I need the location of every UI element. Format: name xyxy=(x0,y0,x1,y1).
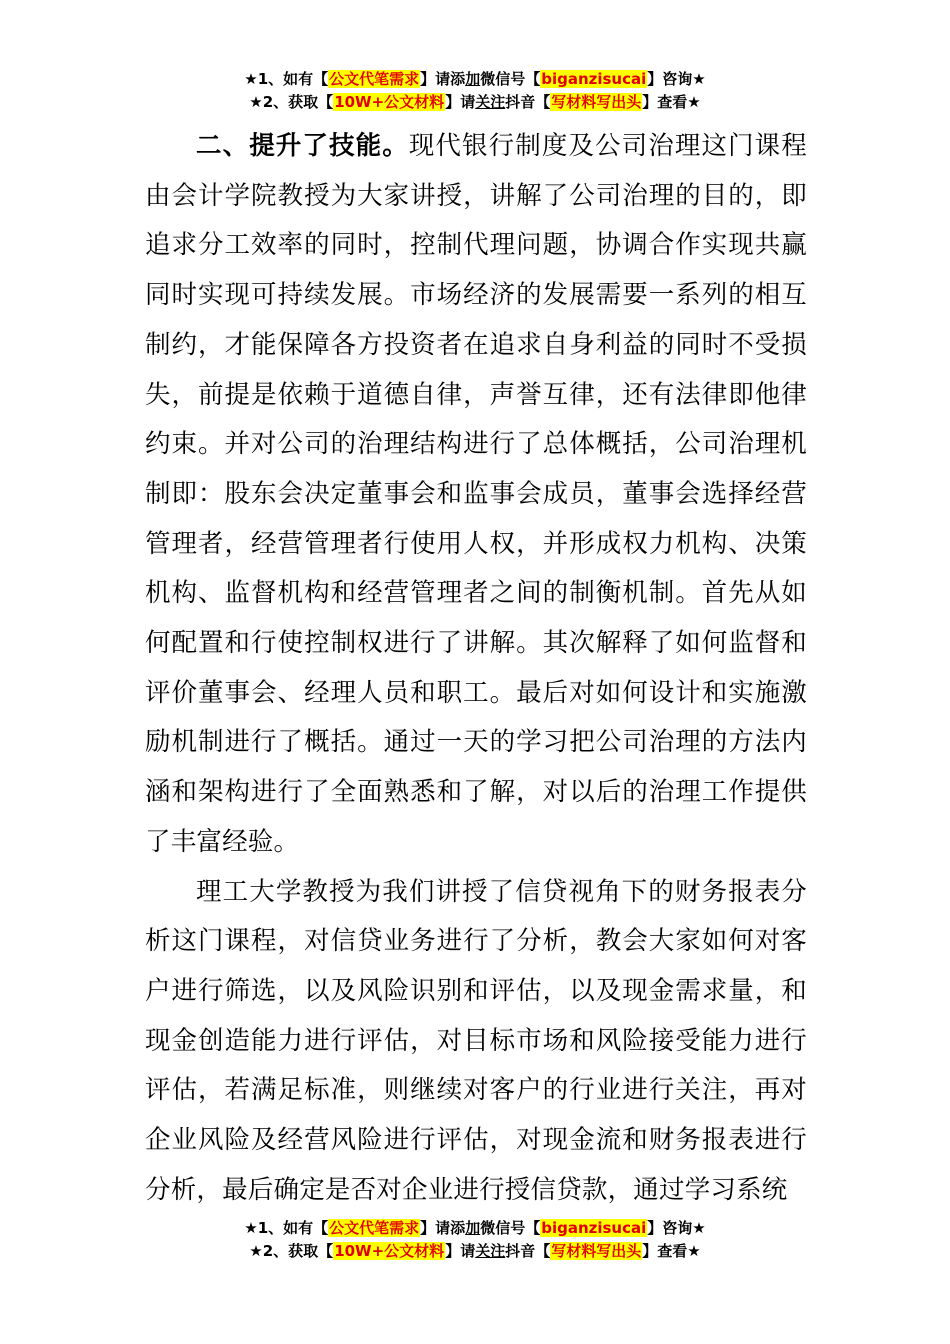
promo-banner-top xyxy=(0,68,950,114)
document-body xyxy=(145,122,807,1215)
promo-text: 微信号【 xyxy=(480,1219,541,1237)
promo-text: 抖音【 xyxy=(505,93,551,111)
promo-line-2 xyxy=(0,91,950,114)
promo-banner-bottom xyxy=(0,1217,950,1263)
promo-underlined-text: 加 xyxy=(465,70,481,88)
promo-text: 微信号【 xyxy=(480,70,541,88)
promo-text: 】请添 xyxy=(420,70,466,88)
section-heading: 二、提升了技能。 xyxy=(196,131,409,161)
promo-text: ★1、如有【 xyxy=(244,1219,329,1237)
paragraph-text: 现代银行制度及公司治理这门课程由会计学院教授为大家讲授，讲解了公司治理的目的，即追求分工效率的同时，控制代理问题，协调合作实现共赢同时实现可持续发展。市场经济的发展需要一系列的相互制约，才能保障各方投资者在追求自身利益的同时不受损失，前提是依赖于道德自律，声誉互律，还有法律即他律约束。并对公司的治理结构进行了总体概括，公司治理机制即：股东会决定董事会和监事会成员，董事会选择经营管理者，经营管理者行使用人权，并形成权力机构、决策机构、监督机构和经营管理者之间的制衡机制。首先从如何配置和行使控制权进行了讲解。其次解释了如何监督和评价董事会、经理人员和职工。最后对如何设计和实施激励机制进行了概括。通过一天的学习把公司治理的方法内涵和架构进行了全面熟悉和了解，对以后的治理工作提供了丰富经验。 xyxy=(145,131,807,857)
paragraph-credit-analysis xyxy=(145,868,807,1216)
promo-text: ★2、获取【 xyxy=(249,1242,334,1260)
promo-highlight: 10W+公文材料 xyxy=(334,1242,445,1260)
promo-text: 】咨询★ xyxy=(647,70,706,88)
promo-text: ★1、如有【 xyxy=(244,70,329,88)
promo-text: ★2、获取【 xyxy=(249,93,334,111)
promo-underlined-text: 关注 xyxy=(475,1242,506,1260)
promo-douyin-id: 写材料写出头 xyxy=(551,93,642,111)
promo-underlined-text: 关注 xyxy=(475,93,506,111)
promo-highlight: 10W+公文材料 xyxy=(334,93,445,111)
promo-text: 】请 xyxy=(445,93,476,111)
promo-underlined-text: 加 xyxy=(465,1219,481,1237)
promo-text: 】请 xyxy=(445,1242,476,1260)
promo-line-1 xyxy=(0,1217,950,1240)
promo-wechat-id: biganzisucai xyxy=(541,70,647,88)
promo-highlight: 公文代笔需求 xyxy=(329,70,420,88)
promo-line-1 xyxy=(0,68,950,91)
promo-text: 】查看★ xyxy=(642,93,701,111)
paragraph-text: 理工大学教授为我们讲授了信贷视角下的财务报表分析这门课程，对信贷业务进行了分析，教会大家如何对客户进行筛选，以及风险识别和评估，以及现金需求量，和现金创造能力进行评估，对目标市场和风险接受能力进行评估，若满足标准，则继续对客户的行业进行关注，再对企业风险及经营风险进行评估，对现金流和财务报表进行分析，最后确定是否对企业进行授信贷款，通过学习系统 xyxy=(145,876,807,1205)
promo-douyin-id: 写材料写出头 xyxy=(551,1242,642,1260)
promo-text: 】咨询★ xyxy=(647,1219,706,1237)
promo-wechat-id: biganzisucai xyxy=(541,1219,647,1237)
promo-line-2 xyxy=(0,1240,950,1263)
paragraph-skills xyxy=(145,122,807,868)
promo-text: 】请添 xyxy=(420,1219,466,1237)
promo-text: 】查看★ xyxy=(642,1242,701,1260)
promo-text: 抖音【 xyxy=(505,1242,551,1260)
promo-highlight: 公文代笔需求 xyxy=(329,1219,420,1237)
